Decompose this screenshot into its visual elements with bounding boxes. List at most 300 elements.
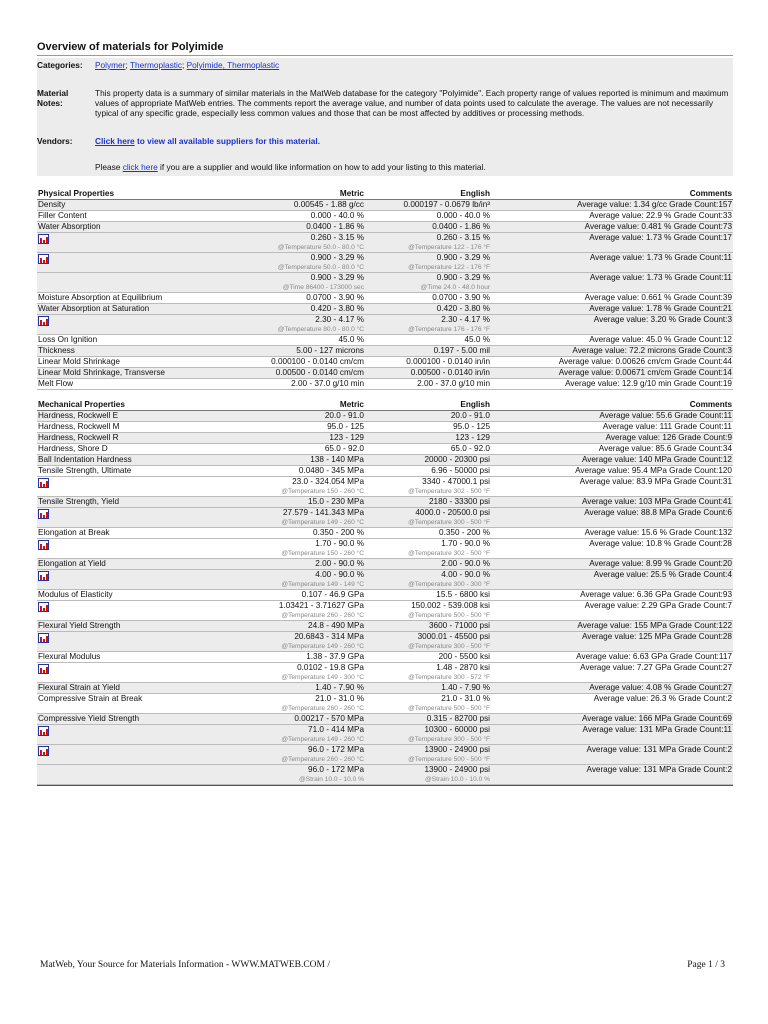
table-row xyxy=(37,455,733,466)
comment-text: Average value: 83.9 MPa Grade Count:31 xyxy=(491,477,733,497)
metric-condition: @Temperature 80.0 - 80.0 °C xyxy=(277,326,364,333)
supplier-link[interactable]: click here xyxy=(122,162,158,172)
section-title: Physical Properties xyxy=(37,189,217,200)
table-row xyxy=(37,379,733,390)
english-value xyxy=(365,335,491,346)
bar-chart-icon[interactable] xyxy=(38,234,49,244)
english-range: 0.315 - 82700 psi xyxy=(426,714,490,723)
english-value xyxy=(365,379,491,390)
english-value xyxy=(365,293,491,304)
metric-value xyxy=(217,694,365,714)
property-name xyxy=(37,663,217,683)
english-range: 0.000 - 40.0 % xyxy=(436,211,490,220)
metric-value xyxy=(217,559,365,570)
table-row xyxy=(37,590,733,601)
metric-range: 1.03421 - 3.71627 GPa xyxy=(278,601,364,610)
comment-text: Average value: 0.00671 cm/cm Grade Count:14 xyxy=(491,368,733,379)
table-row xyxy=(37,422,733,433)
section-header-row xyxy=(37,189,733,200)
metric-condition: @Time 86400 - 173000 sec xyxy=(282,284,364,291)
metric-range: 96.0 - 172 MPa xyxy=(308,765,364,774)
property-name xyxy=(37,725,217,745)
english-range: 3000.01 - 45500 psi xyxy=(417,632,490,641)
english-range: 0.0700 - 3.90 % xyxy=(432,293,490,302)
english-range: 20.0 - 91.0 xyxy=(450,411,490,420)
metric-range: 0.0400 - 1.86 % xyxy=(306,222,364,231)
metric-value xyxy=(217,253,365,273)
english-value xyxy=(365,725,491,745)
comment-text: Average value: 155 MPa Grade Count:122 xyxy=(491,621,733,632)
footer xyxy=(40,960,725,970)
property-name xyxy=(37,539,217,559)
property-name: Flexural Modulus xyxy=(37,652,217,663)
comment-text: Average value: 95.4 MPa Grade Count:120 xyxy=(491,466,733,477)
categories-list: Polymer; Thermoplastic; Polyimide, Thermoplastic xyxy=(95,60,280,70)
english-value xyxy=(365,455,491,466)
table-row xyxy=(37,765,733,785)
property-name xyxy=(37,315,217,335)
english-range: 13900 - 24900 psi xyxy=(424,745,490,754)
metric-value xyxy=(217,663,365,683)
metric-range: 0.900 - 3.29 % xyxy=(310,273,364,282)
english-range: 0.000197 - 0.0679 lb/in³ xyxy=(403,200,490,209)
table-row xyxy=(37,621,733,632)
english-range: 15.5 - 6800 ksi xyxy=(436,590,490,599)
property-name: Moisture Absorption at Equilibrium xyxy=(37,293,217,304)
comment-text: Average value: 1.73 % Grade Count:17 xyxy=(491,233,733,253)
metric-value xyxy=(217,233,365,253)
table-row xyxy=(37,346,733,357)
metric-value xyxy=(217,433,365,444)
english-condition: @Temperature 302 - 500 °F xyxy=(408,488,490,495)
property-name: Filler Content xyxy=(37,211,217,222)
english-value xyxy=(365,422,491,433)
comment-text: Average value: 25.5 % Grade Count:4 xyxy=(491,570,733,590)
english-range: 2180 - 33300 psi xyxy=(429,497,490,506)
english-value xyxy=(365,621,491,632)
metric-value xyxy=(217,765,365,785)
bar-chart-icon[interactable] xyxy=(38,478,49,488)
metric-range: 4.00 - 90.0 % xyxy=(315,570,364,579)
section-title: Mechanical Properties xyxy=(37,400,217,411)
property-name xyxy=(37,253,217,273)
english-value xyxy=(365,601,491,621)
english-range: 2.30 - 4.17 % xyxy=(441,315,490,324)
metric-range: 0.0480 - 345 MPa xyxy=(298,466,364,475)
comment-text: Average value: 3.20 % Grade Count:3 xyxy=(491,315,733,335)
english-range: 1.48 - 2870 ksi xyxy=(436,663,490,672)
english-range: 0.420 - 3.80 % xyxy=(436,304,490,313)
metric-value xyxy=(217,621,365,632)
metric-range: 0.00545 - 1.88 g/cc xyxy=(293,200,364,209)
metric-range: 2.00 - 37.0 g/10 min xyxy=(291,379,364,388)
metric-value xyxy=(217,315,365,335)
english-range: 1.40 - 7.90 % xyxy=(441,683,490,692)
english-value xyxy=(365,652,491,663)
comment-text: Average value: 55.6 Grade Count:11 xyxy=(491,411,733,422)
comment-text: Average value: 88.8 MPa Grade Count:6 xyxy=(491,508,733,528)
property-name: Hardness, Rockwell M xyxy=(37,422,217,433)
vendors-link-text: to view all available suppliers for this material. xyxy=(134,136,321,146)
property-name xyxy=(37,477,217,497)
table-row xyxy=(37,233,733,253)
english-condition: @Temperature 122 - 176 °F xyxy=(408,264,490,271)
bar-chart-icon[interactable] xyxy=(38,664,49,674)
table-row xyxy=(37,304,733,315)
english-condition: @Temperature 122 - 176 °F xyxy=(408,244,490,251)
table-row xyxy=(37,714,733,725)
property-name xyxy=(37,273,217,293)
english-value xyxy=(365,222,491,233)
metric-range: 2.30 - 4.17 % xyxy=(315,315,364,324)
metric-value xyxy=(217,466,365,477)
metric-condition: @Temperature 50.0 - 80.0 °C xyxy=(277,264,364,271)
metric-value xyxy=(217,745,365,765)
metric-value xyxy=(217,357,365,368)
metric-range: 0.260 - 3.15 % xyxy=(310,233,364,242)
property-name: Elongation at Break xyxy=(37,528,217,539)
metric-value xyxy=(217,211,365,222)
info-block xyxy=(37,58,733,176)
categories-label: Categories: xyxy=(37,60,83,70)
property-name: Tensile Strength, Ultimate xyxy=(37,466,217,477)
english-range: 95.0 - 125 xyxy=(453,422,490,431)
english-value xyxy=(365,683,491,694)
metric-condition: @Temperature 149 - 260 °C xyxy=(281,643,364,650)
notes-text: This property data is a summary of similar materials in the MatWeb database for the category "Polyimide". Each property range of values reported is minimum and maximum values of appropriate MatWeb entries. The comments report the average value, and number of data points used to calculate the average. The values are not necessarily typical of any specific grade, especially less common values and those that can be most affected by additives or processing methods. xyxy=(95,88,729,118)
english-value xyxy=(365,508,491,528)
metric-range: 2.00 - 90.0 % xyxy=(315,559,364,568)
english-condition: @Temperature 300 - 300 °F xyxy=(408,581,490,588)
table-row xyxy=(37,411,733,422)
metric-value xyxy=(217,293,365,304)
category-link[interactable]: Thermoplastic xyxy=(129,60,183,70)
english-value xyxy=(365,273,491,293)
table-row xyxy=(37,539,733,559)
metric-header: Metric xyxy=(217,400,365,411)
comment-text: Average value: 166 MPa Grade Count:69 xyxy=(491,714,733,725)
comment-text: Average value: 125 MPa Grade Count:28 xyxy=(491,632,733,652)
bar-chart-icon[interactable] xyxy=(38,316,49,326)
english-range: 0.900 - 3.29 % xyxy=(436,273,490,282)
metric-range: 1.40 - 7.90 % xyxy=(315,683,364,692)
property-name: Elongation at Yield xyxy=(37,559,217,570)
notes-row xyxy=(37,86,733,120)
bar-chart-icon[interactable] xyxy=(38,571,49,581)
metric-value xyxy=(217,683,365,694)
english-range: 4.00 - 90.0 % xyxy=(441,570,490,579)
english-condition: @Time 24.0 - 48.0 hour xyxy=(420,284,490,291)
metric-range: 24.8 - 490 MPa xyxy=(308,621,364,630)
comment-text: Average value: 8.99 % Grade Count:20 xyxy=(491,559,733,570)
table-row xyxy=(37,632,733,652)
metric-condition: @Temperature 260 - 260 °C xyxy=(281,612,364,619)
table-row xyxy=(37,497,733,508)
table-row xyxy=(37,200,733,211)
table-row xyxy=(37,466,733,477)
comment-text: Average value: 0.00626 cm/cm Grade Count:44 xyxy=(491,357,733,368)
metric-value xyxy=(217,725,365,745)
comment-text: Average value: 4.08 % Grade Count:27 xyxy=(491,683,733,694)
comment-text: Average value: 72.2 microns Grade Count:3 xyxy=(491,346,733,357)
property-name xyxy=(37,745,217,765)
metric-range: 21.0 - 31.0 % xyxy=(315,694,364,703)
english-range: 21.0 - 31.0 % xyxy=(441,694,490,703)
comment-text: Average value: 12.9 g/10 min Grade Count:19 xyxy=(491,379,733,390)
property-name: Compressive Strain at Break xyxy=(37,694,217,714)
table-row xyxy=(37,601,733,621)
comment-text: Average value: 22.9 % Grade Count:33 xyxy=(491,211,733,222)
property-name: Flexural Yield Strength xyxy=(37,621,217,632)
english-value xyxy=(365,444,491,455)
metric-range: 5.00 - 127 microns xyxy=(296,346,364,355)
property-name: Linear Mold Shrinkage, Transverse xyxy=(37,368,217,379)
bar-chart-icon[interactable] xyxy=(38,746,49,756)
bar-chart-icon[interactable] xyxy=(38,633,49,643)
category-link[interactable]: Polymer xyxy=(95,60,126,70)
english-condition: @Temperature 300 - 500 °F xyxy=(408,519,490,526)
comment-text: Average value: 1.73 % Grade Count:11 xyxy=(491,253,733,273)
categories-row xyxy=(37,58,733,72)
table-row xyxy=(37,528,733,539)
table-row xyxy=(37,477,733,497)
metric-value xyxy=(217,304,365,315)
metric-condition: @Temperature 150 - 260 °C xyxy=(281,488,364,495)
bar-chart-icon[interactable] xyxy=(38,540,49,550)
table-row xyxy=(37,444,733,455)
english-value xyxy=(365,304,491,315)
english-range: 13900 - 24900 psi xyxy=(424,765,490,774)
comment-text: Average value: 111 Grade Count:11 xyxy=(491,422,733,433)
vendors-link[interactable]: Click here xyxy=(95,136,135,146)
english-value xyxy=(365,315,491,335)
table-row xyxy=(37,211,733,222)
metric-range: 23.0 - 324.054 MPa xyxy=(292,477,364,486)
metric-condition: @Strain 10.0 - 10.0 % xyxy=(299,776,364,783)
metric-range: 1.38 - 37.9 GPa xyxy=(306,652,364,661)
comment-text: Average value: 10.8 % Grade Count:28 xyxy=(491,539,733,559)
english-value xyxy=(365,411,491,422)
metric-range: 0.107 - 46.9 GPa xyxy=(301,590,364,599)
property-name: Hardness, Rockwell R xyxy=(37,433,217,444)
table-row xyxy=(37,652,733,663)
metric-condition: @Temperature 50.0 - 80.0 °C xyxy=(277,244,364,251)
property-name: Ball Indentation Hardness xyxy=(37,455,217,466)
english-condition: @Temperature 300 - 500 °F xyxy=(408,736,490,743)
metric-value xyxy=(217,477,365,497)
table-row xyxy=(37,368,733,379)
table-row xyxy=(37,222,733,233)
table-row xyxy=(37,683,733,694)
metric-value xyxy=(217,273,365,293)
property-name: Thickness xyxy=(37,346,217,357)
metric-range: 0.000 - 40.0 % xyxy=(310,211,364,220)
comment-text: Average value: 1.34 g/cc Grade Count:157 xyxy=(491,200,733,211)
property-name xyxy=(37,233,217,253)
property-name: Loss On Ignition xyxy=(37,335,217,346)
english-value xyxy=(365,211,491,222)
english-range: 150.002 - 539.008 ksi xyxy=(411,601,490,610)
property-name: Flexural Strain at Yield xyxy=(37,683,217,694)
english-value xyxy=(365,233,491,253)
properties-table xyxy=(37,189,733,785)
metric-value xyxy=(217,590,365,601)
metric-value xyxy=(217,411,365,422)
comment-text: Average value: 7.27 GPa Grade Count:27 xyxy=(491,663,733,683)
metric-range: 0.350 - 200 % xyxy=(313,528,364,537)
metric-value xyxy=(217,601,365,621)
table-row xyxy=(37,508,733,528)
english-value xyxy=(365,694,491,714)
property-name: Water Absorption at Saturation xyxy=(37,304,217,315)
english-value xyxy=(365,632,491,652)
property-name: Linear Mold Shrinkage xyxy=(37,357,217,368)
property-name: Tensile Strength, Yield xyxy=(37,497,217,508)
english-value xyxy=(365,714,491,725)
metric-value xyxy=(217,570,365,590)
english-range: 65.0 - 92.0 xyxy=(450,444,490,453)
english-value xyxy=(365,466,491,477)
english-range: 123 - 129 xyxy=(455,433,490,442)
table-row xyxy=(37,315,733,335)
metric-value xyxy=(217,632,365,652)
comment-text: Average value: 0.481 % Grade Count:73 xyxy=(491,222,733,233)
category-link[interactable]: Polyimide, Thermoplastic xyxy=(186,60,280,70)
metric-condition: @Temperature 149 - 300 °C xyxy=(281,674,364,681)
metric-range: 0.900 - 3.29 % xyxy=(310,253,364,262)
english-condition: @Temperature 500 - 500 °F xyxy=(408,756,490,763)
comment-text: Average value: 131 MPa Grade Count:2 xyxy=(491,765,733,785)
comment-text: Average value: 131 MPa Grade Count:11 xyxy=(491,725,733,745)
table-row xyxy=(37,663,733,683)
bar-chart-icon[interactable] xyxy=(38,254,49,264)
english-range: 0.350 - 200 % xyxy=(439,528,490,537)
english-value xyxy=(365,570,491,590)
table-row xyxy=(37,293,733,304)
english-condition: @Temperature 176 - 176 °F xyxy=(408,326,490,333)
english-value xyxy=(365,346,491,357)
comment-text: Average value: 15.6 % Grade Count:132 xyxy=(491,528,733,539)
english-range: 4000.0 - 20500.0 psi xyxy=(415,508,490,517)
english-header: English xyxy=(365,189,491,200)
english-condition: @Temperature 500 - 500 °F xyxy=(408,612,490,619)
metric-range: 71.0 - 414 MPa xyxy=(308,725,364,734)
english-condition: @Strain 10.0 - 10.0 % xyxy=(425,776,490,783)
metric-range: 20.6843 - 314 MPa xyxy=(294,632,364,641)
property-name: Compressive Yield Strength xyxy=(37,714,217,725)
metric-condition: @Temperature 260 - 260 °C xyxy=(281,756,364,763)
metric-condition: @Temperature 149 - 149 °C xyxy=(281,581,364,588)
comment-text: Average value: 131 MPa Grade Count:2 xyxy=(491,745,733,765)
comment-text: Average value: 1.73 % Grade Count:11 xyxy=(491,273,733,293)
english-range: 0.197 - 5.00 mil xyxy=(433,346,490,355)
bar-chart-icon[interactable] xyxy=(38,726,49,736)
english-condition: @Temperature 300 - 500 °F xyxy=(408,643,490,650)
metric-condition: @Temperature 149 - 260 °C xyxy=(281,736,364,743)
table-row xyxy=(37,694,733,714)
metric-value xyxy=(217,528,365,539)
english-range: 0.00500 - 0.0140 in/in xyxy=(410,368,490,377)
comment-text: Average value: 6.63 GPa Grade Count:117 xyxy=(491,652,733,663)
metric-value xyxy=(217,652,365,663)
property-name: Density xyxy=(37,200,217,211)
bar-chart-icon[interactable] xyxy=(38,509,49,519)
metric-range: 0.420 - 3.80 % xyxy=(310,304,364,313)
metric-value xyxy=(217,444,365,455)
english-value xyxy=(365,357,491,368)
supplier-text: Please click here if you are a supplier and would like information on how to add your listing to this material. xyxy=(95,162,486,172)
metric-value xyxy=(217,455,365,466)
footer-page-number: Page 1 / 3 xyxy=(687,960,725,970)
metric-range: 95.0 - 125 xyxy=(327,422,364,431)
property-name: Melt Flow xyxy=(37,379,217,390)
metric-value xyxy=(217,497,365,508)
english-value xyxy=(365,663,491,683)
english-range: 0.260 - 3.15 % xyxy=(436,233,490,242)
metric-condition: @Temperature 260 - 260 °C xyxy=(281,705,364,712)
english-range: 3600 - 71000 psi xyxy=(429,621,490,630)
comment-text: Average value: 26.3 % Grade Count:2 xyxy=(491,694,733,714)
comment-text: Average value: 45.0 % Grade Count:12 xyxy=(491,335,733,346)
metric-value xyxy=(217,346,365,357)
metric-range: 27.579 - 141.343 MPa xyxy=(282,508,364,517)
english-range: 0.0400 - 1.86 % xyxy=(432,222,490,231)
english-value xyxy=(365,765,491,785)
table-row xyxy=(37,335,733,346)
comment-text: Average value: 140 MPa Grade Count:12 xyxy=(491,455,733,466)
english-range: 0.000100 - 0.0140 in/in xyxy=(406,357,490,366)
vendors-text xyxy=(95,136,733,146)
metric-value xyxy=(217,222,365,233)
english-header: English xyxy=(365,400,491,411)
metric-value xyxy=(217,335,365,346)
english-value xyxy=(365,590,491,601)
english-value xyxy=(365,559,491,570)
vendors-label: Vendors: xyxy=(37,136,73,146)
comment-text: Average value: 1.78 % Grade Count:21 xyxy=(491,304,733,315)
property-name xyxy=(37,601,217,621)
metric-header: Metric xyxy=(217,189,365,200)
metric-range: 0.0102 - 19.8 GPa xyxy=(297,663,364,672)
property-name xyxy=(37,632,217,652)
metric-value xyxy=(217,368,365,379)
metric-range: 15.0 - 230 MPa xyxy=(308,497,364,506)
table-row xyxy=(37,433,733,444)
table-row xyxy=(37,570,733,590)
comments-header: Comments xyxy=(491,400,733,411)
metric-value xyxy=(217,379,365,390)
page xyxy=(37,38,733,786)
english-condition: @Temperature 302 - 500 °F xyxy=(408,550,490,557)
bar-chart-icon[interactable] xyxy=(38,602,49,612)
english-range: 200 - 5500 ksi xyxy=(438,652,490,661)
section-header-row xyxy=(37,400,733,411)
page-title: Overview of materials for Polyimide xyxy=(37,38,733,56)
metric-condition: @Temperature 150 - 260 °C xyxy=(281,550,364,557)
english-range: 2.00 - 90.0 % xyxy=(441,559,490,568)
metric-range: 138 - 140 MPa xyxy=(310,455,364,464)
metric-range: 65.0 - 92.0 xyxy=(324,444,364,453)
table-bottom-rule xyxy=(37,785,733,786)
table-row xyxy=(37,559,733,570)
metric-value xyxy=(217,422,365,433)
english-value xyxy=(365,253,491,273)
metric-range: 1.70 - 90.0 % xyxy=(315,539,364,548)
comment-text: Average value: 0.661 % Grade Count:39 xyxy=(491,293,733,304)
comment-text: Average value: 126 Grade Count:9 xyxy=(491,433,733,444)
metric-range: 45.0 % xyxy=(338,335,364,344)
property-name: Modulus of Elasticity xyxy=(37,590,217,601)
